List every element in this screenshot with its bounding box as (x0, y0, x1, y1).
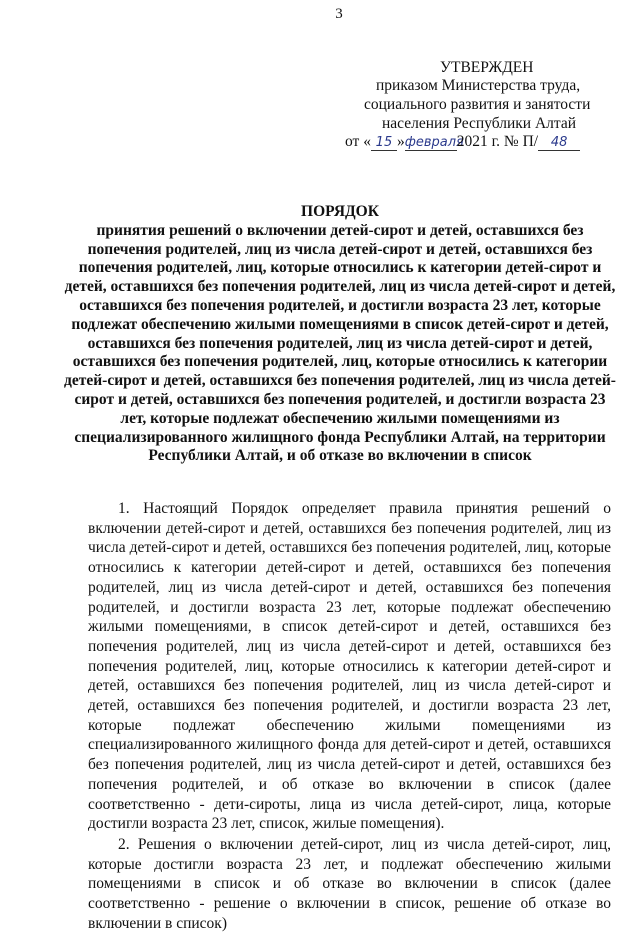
page-number: 3 (335, 6, 343, 22)
date-prefix: от « (345, 133, 371, 150)
approval-line-social: социального развития и занятости (364, 96, 591, 113)
document-title-block (60, 203, 620, 466)
document-body (88, 499, 611, 933)
paragraph-1: 1. Настоящий Порядок определяет правила принятия решений о включении детей-сирот и детей, оставшихся без попечения родителей, лиц из числа детей-сирот и детей, оставшихся без попечения родителей, лиц, которые относились к категории детей-сирот и детей, оставшихся без попечения родителей, лиц из числа детей-сирот и детей, оставшихся без попечения родителей, и достигли возраста 23 лет, которые подлежат обеспечению жилыми помещениями, в список детей-сирот и детей, оставшихся без попечения родителей, лиц из числа детей-сирот и детей, оставшихся без попечения родителей, лиц, которые относились к категории детей-сирот и детей, оставшихся без попечения родителей, лиц из числа детей-сирот и детей, оставшихся без попечения родителей, и достигли возраста 23 лет, которые подлежат обеспечению жилыми помещениями из специализированного жилищного фонда для детей-сирот и детей, оставшихся без попечения родителей, лиц из числа детей-сирот и детей, оставшихся без попечения родителей, и об отказе во включении в список (далее соответственно - дети-сироты, лица из числа детей-сирот, лица, которые достигли возраста 23 лет, список, жилые помещения). (88, 500, 611, 833)
handwritten-order-number: 48 (538, 136, 580, 151)
approval-line-ministry: приказом Министерства труда, (376, 77, 581, 94)
handwritten-month: февраля (404, 135, 464, 150)
date-mid: » (396, 133, 405, 150)
year-suffix: 2021 г. № П/ (456, 133, 539, 150)
approval-line-population: населения Республики Алтай (382, 115, 577, 132)
paragraph-2: 2. Решения о включении детей-сирот, лиц из числа детей-сирот, лиц, которые достигли возраста 23 лет, и подлежат обеспечению жилыми помещениями в список и об отказе во включении в список (далее соответственно - решение о включении в список, решение об отказе во включении в список) (88, 835, 611, 932)
document-title: ПОРЯДОК (301, 203, 379, 220)
approval-heading: УТВЕРЖДЕН (440, 59, 534, 76)
document-subtitle: принятия решений о включении детей-сирот и детей, оставшихся без попечения родителей, лиц из числа детей-сирот и детей, оставшихся без попечения родителей, лиц, которые относились к категории детей-сирот и детей, оставшихся без попечения родителей, лиц из числа детей-сирот и детей, оставшихся без попечения родителей, и достигли возраста 23 лет, которые подлежат обеспечению жилыми помещениями в список детей-сирот и детей, оставшихся без попечения родителей, лиц из числа детей-сирот и детей, оставшихся без попечения родителей, лиц, которые относились к категории детей-сирот и детей, оставшихся без попечения родителей, лиц из числа детей-сирот и детей, оставшихся без попечения родителей, и достигли возраста 23 лет, которые подлежат обеспечению жилыми помещениями из специализированного жилищного фонда Республики Алтай, на территории Республики Алтай, и об отказе во включении в список (64, 221, 616, 465)
approval-date-line (345, 133, 580, 152)
handwritten-day: 15 (371, 136, 397, 151)
